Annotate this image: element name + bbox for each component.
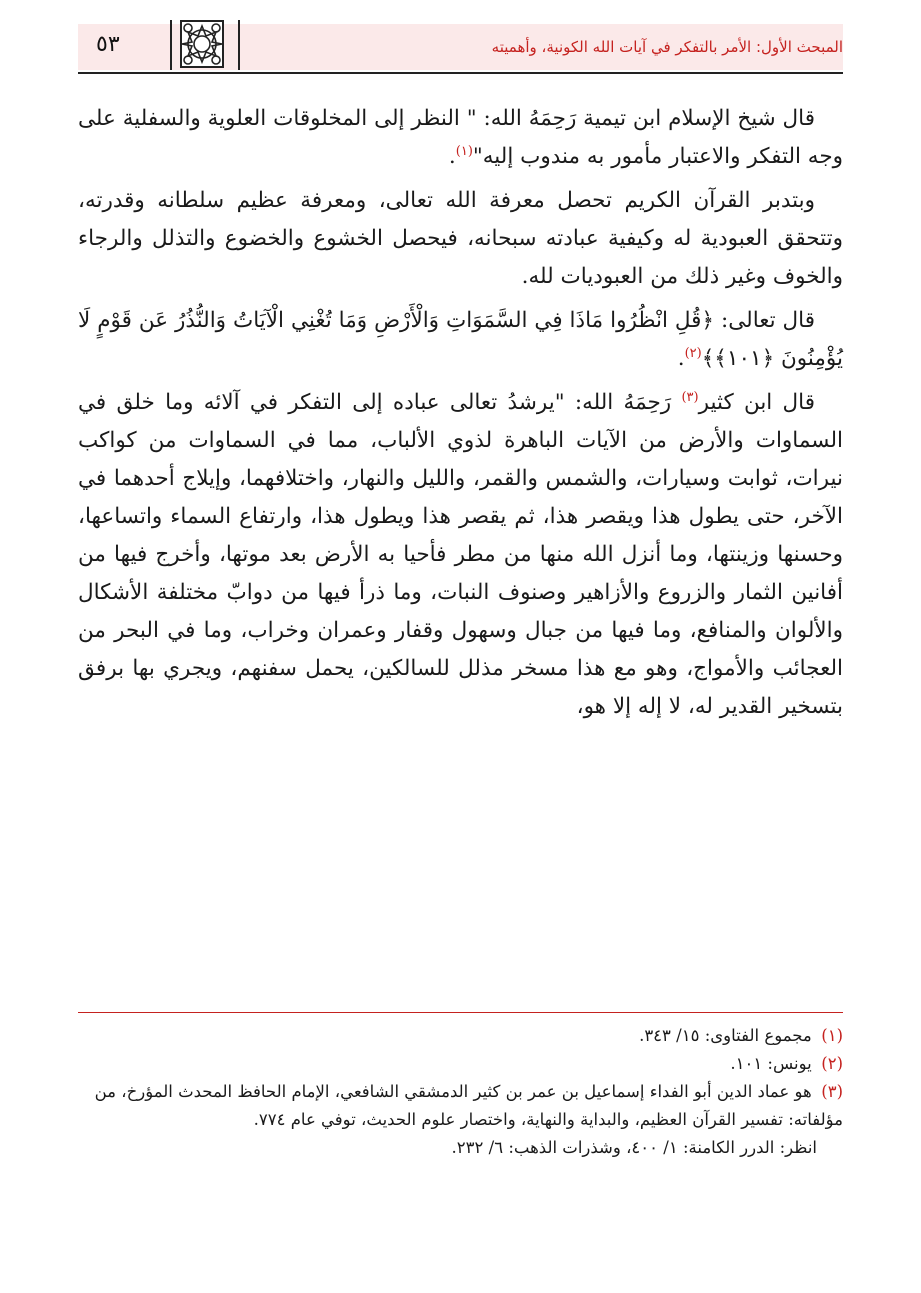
running-title: المبحث الأول: الأمر بالتفكر في آيات الله الكونية، وأهميته (491, 38, 843, 56)
footnote-number: (١) (821, 1026, 843, 1045)
footnote-text: مجموع الفتاوى: ١٥/ ٣٤٣. (639, 1026, 812, 1045)
footnote-number: (٢) (821, 1054, 843, 1073)
footnote (78, 1078, 843, 1134)
footnote-ref[interactable]: (٣) (681, 389, 699, 405)
page-number: ٥٣ (96, 32, 120, 57)
footnote-extra: انظر: الدرر الكامنة: ١/ ٤٠٠، وشذرات الذهب: ٦/ ٢٣٢. (451, 1138, 817, 1157)
footnote (78, 1050, 843, 1078)
footnote-text: يونس: ١٠١. (730, 1054, 812, 1073)
footnote-text: هو عماد الدين أبو الفداء إسماعيل بن عمر بن كثير الدمشقي الشافعي، الإمام الحافظ المحدث المؤرخ، من مؤلفاته: تفسير القرآن العظيم، والبداية والنهاية، واختصار علوم الحديث، توفي عام ٧٧٤. (94, 1082, 843, 1129)
footnote (78, 1022, 843, 1050)
paragraph-text: قال تعالى: ﴿قُلِ انْظُرُوا مَاذَا فِي السَّمَوَاتِ وَالْأَرْضِ وَمَا تُغْنِي الْآيَاتُ وَالنُّذُرُ عَن قَوْمٍ لَا يُؤْمِنُونَ ﴿١٠١﴾﴾ (78, 308, 843, 371)
footnote-number: (٣) (821, 1082, 843, 1101)
paragraph-text: وبتدبر القرآن الكريم تحصل معرفة الله تعالى، ومعرفة عظيم سلطانه وقدرته، وتتحقق العبودية له وكيفية عبادته سبحانه، فيحصل الخشوع والخضوع والتذلل والرجاء والخوف وغير ذلك من العبوديات لله. (78, 188, 843, 289)
footnote-ref[interactable]: (٢) (684, 345, 702, 361)
paragraph (78, 100, 843, 176)
footnote-separator (78, 1012, 843, 1013)
paragraph-tail: . (677, 346, 685, 371)
quran-verse-paragraph (78, 302, 843, 378)
paragraph-tail: . (448, 144, 456, 169)
paragraph-text: قال ابن كثير (698, 390, 816, 415)
paragraph (78, 384, 843, 726)
main-text (78, 100, 843, 732)
paragraph-tail: رَحِمَهُ الله: "يرشدُ تعالى عباده إلى التفكر في آلائه وما خلق في السماوات والأرض من الآيات الباهرة لذوي الألباب، مما في السماوات من كواكب نيرات، ثوابت وسيارات، والشمس والقمر، والليل والنهار، واختلافهما، وإيلاج أحدهما في الآخر، حتى يطول هذا ويقصر هذا، ثم يقصر هذا ويطول هذا، وارتفاع السماء واتساعها، وحسنها وزينتها، وما أنزل الله منها من مطر فأحيا به الأرض بعد موتها، وأخرج فيها من أفانين الثمار والزروع والأزاهير وصنوف النبات، وما ذرأ فيها من دوابّ مختلفة الأشكال والألوان والمنافع، وما فيها من جبال وسهول وقفار وعمران وخراب، وما في البحر من العجائب والأمواج، وهو مع هذا مسخر مذلل للسالكين، يحمل سفنهم، ويجري بها برفق بتسخير القدير له، لا إله إلا هو، (78, 390, 843, 719)
header-rule (78, 72, 843, 74)
ornament-emblem-icon (178, 18, 226, 70)
footnotes (78, 1022, 843, 1162)
paragraph (78, 182, 843, 296)
page-header (78, 18, 843, 72)
header-divider (238, 20, 240, 70)
paragraph-text: قال شيخ الإسلام ابن تيمية رَحِمَهُ الله: " النظر إلى المخلوقات العلوية والسفلية على وجه التفكر والاعتبار مأمور به مندوب إليه" (78, 106, 843, 169)
header-divider (170, 20, 172, 70)
footnote-ref[interactable]: (١) (455, 143, 473, 159)
